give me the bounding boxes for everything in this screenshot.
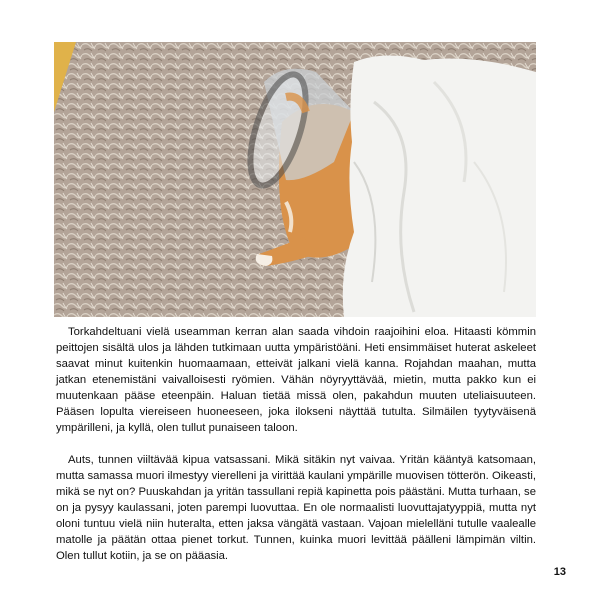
paragraph: Torkahdeltuani vielä useamman kerran alan saada vihdoin raajoihini eloa. Hitaasti kömmin peittojen sisältä ulos ja lähden tutkimaan uutta ympäristöäni. Heti ensimmäiset huterat askeleet saavat minut kuitenkin huomaamaan, etteivät jalkani vielä kanna. Rojahdan maahan, mutta jatkan etenemistäni vaivalloisesti ryömien. Vähän nöyryyttävää, mietin, mutta pakko kun ei muutenkaan pääse eteenpäin. Haluan tietää missä olen, pakahdun muuten uteliaisuuteen. Pääsen lopulta viereiseen huoneeseen, joka ilokseni näyttää tutulta. Silmäilen tyytyväisenä ympärilleni, ja kyllä, olen tullut punaiseen taloon. — [56, 326, 536, 434]
cat-photo — [54, 42, 536, 317]
body-text — [56, 324, 536, 580]
page-number: 13 — [553, 566, 566, 578]
paragraph: Auts, tunnen viiltävää kipua vatsassani. Mikä sitäkin nyt vaivaa. Yritän kääntyä katsomaan, mutta samassa muori ilmestyy vierelleni ja virittää kaulani ympärille muovisen tötterön. Oikeasti, mikä se nyt on? Puuskahdan ja yritän tassullani repiä kapinetta pois päästäni. Mutta turhaan, se on ja pysyy kaulassani, joten parempi luovuttaa. En ole normaalisti luovuttajatyyppiä, mutta nyt oloni tuntuu vielä niin huteralta, etten jaksa vängätä vastaan. Vajoan mielelläni tutulle vaalealle matolle ja päätän ottaa pienet torkut. Tunnen, kuinka muori levittää päälleni lämpimän viltin. Olen tullut kotiin, ja se on pääasia. — [56, 454, 536, 562]
